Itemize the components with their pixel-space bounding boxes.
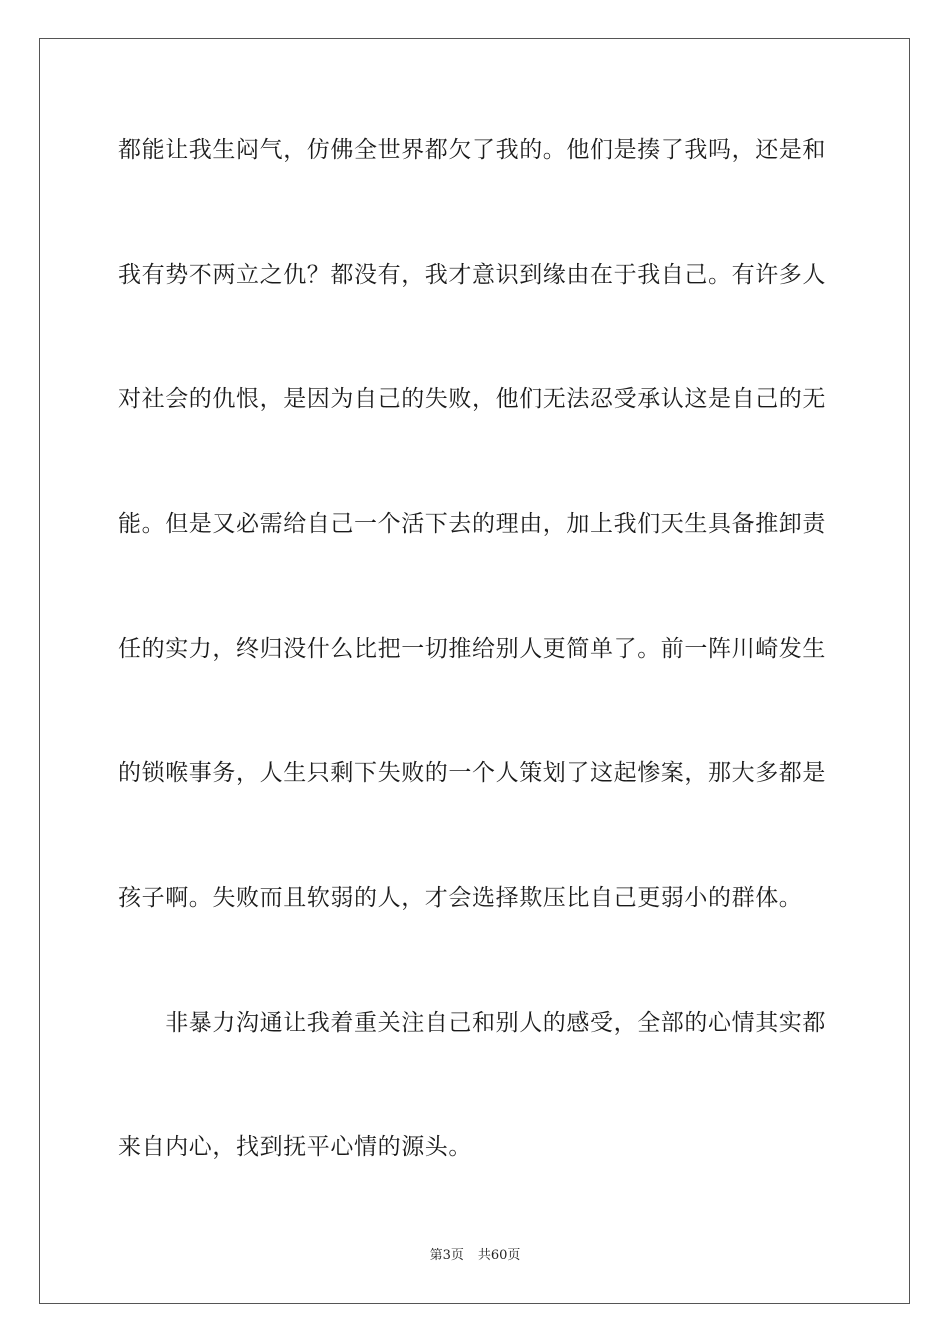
body-text-line: 都能让我生闷气，仿佛全世界都欠了我的。他们是揍了我吗，还是和 [118, 137, 826, 163]
body-text-line: 来自内心，找到抚平心情的源头。 [118, 1134, 472, 1160]
page-number: 第3页 [429, 1248, 464, 1263]
body-text-line: 能。但是又必需给自己一个活下去的理由，加上我们天生具备推卸责 [118, 511, 826, 537]
page-footer [0, 1247, 950, 1265]
page-total: 共60页 [477, 1248, 521, 1263]
body-text-line: 孩子啊。失败而且软弱的人，才会选择欺压比自己更弱小的群体。 [118, 885, 803, 911]
body-text-line: 我有势不两立之仇？都没有，我才意识到缘由在于我自己。有许多人 [118, 262, 826, 288]
body-text-line: 的锁喉事务，人生只剩下失败的一个人策划了这起惨案，那大多都是 [118, 760, 826, 786]
body-text-line: 非暴力沟通让我着重关注自己和别人的感受，全部的心情其实都 [118, 1010, 826, 1036]
body-text-line: 任的实力，终归没什么比把一切推给别人更简单了。前一阵川崎发生 [118, 636, 826, 662]
body-text-line: 对社会的仇恨，是因为自己的失败，他们无法忍受承认这是自己的无 [118, 386, 826, 412]
page-border [39, 38, 910, 1304]
